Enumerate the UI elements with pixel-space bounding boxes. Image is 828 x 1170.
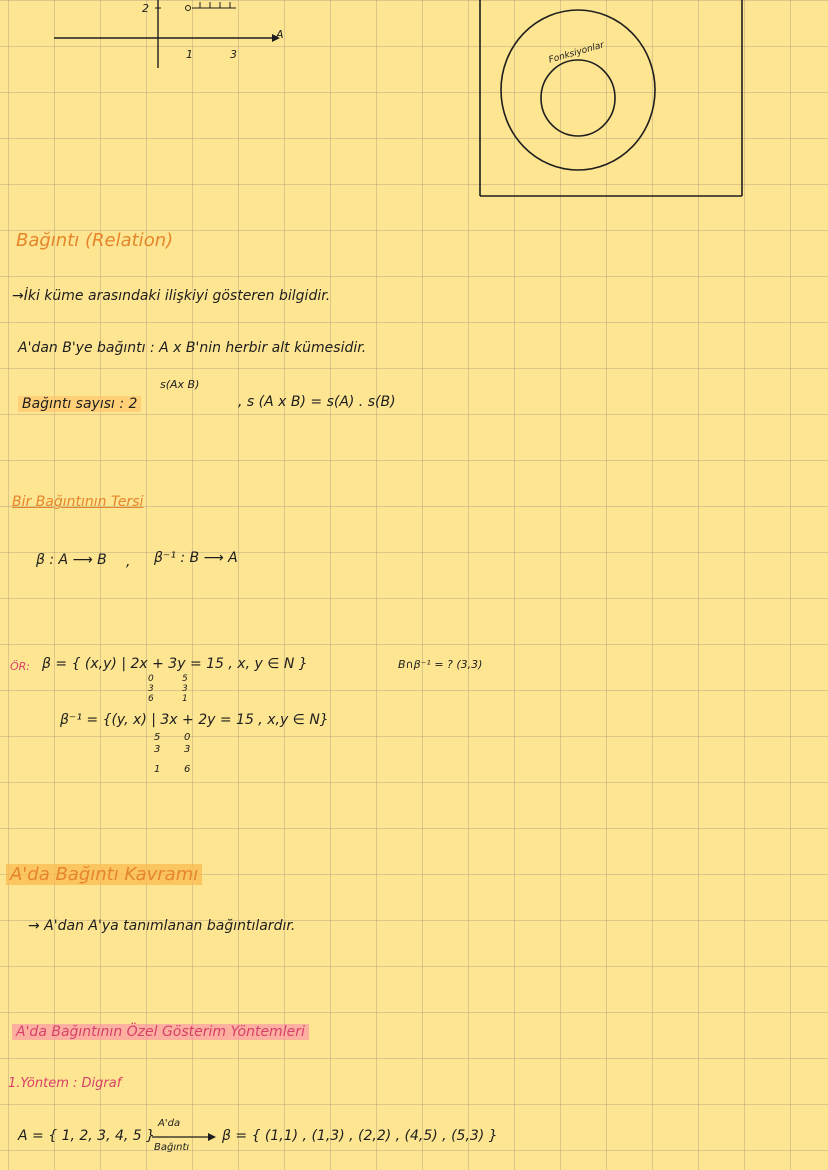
arrow-bottom-label: Bağıntı — [154, 1142, 190, 1153]
x-tick-label-1: 1 — [186, 48, 193, 61]
beta-y-value: 3 — [182, 684, 188, 694]
relation-definition: →İki küme arasındaki ilişkiyi gösteren bilgidir. — [12, 288, 331, 304]
beta-inverse-value: 6 — [184, 764, 191, 775]
relation-subset-definition: A'dan B'ye bağıntı : A x B'nin herbir alt kümesidir. — [18, 340, 367, 356]
example-question: B∩β⁻¹ = ? (3,3) — [398, 658, 483, 671]
beta-y-values — [182, 674, 188, 704]
inverse-title: Bir Bağıntının Tersi — [12, 494, 144, 510]
coordinate-sketch — [50, 0, 290, 70]
beta-inverse-col1 — [154, 732, 160, 776]
beta-inverse-value: 3 — [184, 744, 191, 755]
relation-count-exponent: s(Ax B) — [160, 378, 200, 391]
relation-title: Bağıntı (Relation) — [16, 230, 174, 251]
relation-arrow-icon — [152, 1132, 216, 1142]
set-beta: β = { (1,1) , (1,3) , (2,2) , (4,5) , (5,3) } — [222, 1128, 498, 1144]
inverse-separator: , — [126, 554, 131, 570]
beta-x-value: 0 — [148, 674, 154, 684]
beta-x-values — [148, 674, 154, 704]
beta-x-value: 3 — [148, 684, 154, 694]
special-methods-title: A'da Bağıntının Özel Gösterim Yöntemleri — [12, 1024, 309, 1040]
inverse-relation: β : A ⟶ B — [36, 552, 107, 568]
example-beta: β = { (x,y) | 2x + 3y = 15 , x, y ∈ N } — [42, 656, 308, 672]
beta-inverse-col2 — [184, 732, 190, 776]
x-tick-label-3: 3 — [230, 48, 237, 61]
set-a: A = { 1, 2, 3, 4, 5 } — [18, 1128, 156, 1144]
beta-y-value: 5 — [182, 674, 188, 684]
example-prefix: ÖR: — [10, 660, 31, 673]
x-axis-label: A — [276, 28, 284, 41]
a-relation-definition: → A'dan A'ya tanımlanan bağıntılardır. — [28, 918, 296, 934]
a-relation-title: A'da Bağıntı Kavramı — [6, 864, 202, 885]
example-beta-inverse: β⁻¹ = {(y, x) | 3x + 2y = 15 , x,y ∈ N} — [60, 712, 329, 728]
relation-count-formula: , s (A x B) = s(A) . s(B) — [238, 394, 396, 410]
beta-inverse-value: 0 — [184, 732, 191, 743]
arrow-top-label: A'da — [158, 1118, 181, 1129]
beta-inverse-value: 3 — [154, 744, 161, 755]
y-tick-label: 2 — [142, 2, 149, 15]
beta-inverse-value: 1 — [154, 764, 161, 775]
venn-diagram — [478, 0, 744, 198]
beta-y-value: 1 — [182, 694, 188, 704]
relation-count-label: Bağıntı sayısı : 2 — [18, 396, 141, 412]
beta-x-value: 6 — [148, 694, 154, 704]
beta-inverse-value: 5 — [154, 732, 161, 743]
venn-inner-label: Fonksiyonlar — [547, 40, 606, 66]
method-1-label: 1.Yöntem : Digraf — [8, 1076, 122, 1091]
inverse-relation-reversed: β⁻¹ : B ⟶ A — [154, 550, 238, 566]
